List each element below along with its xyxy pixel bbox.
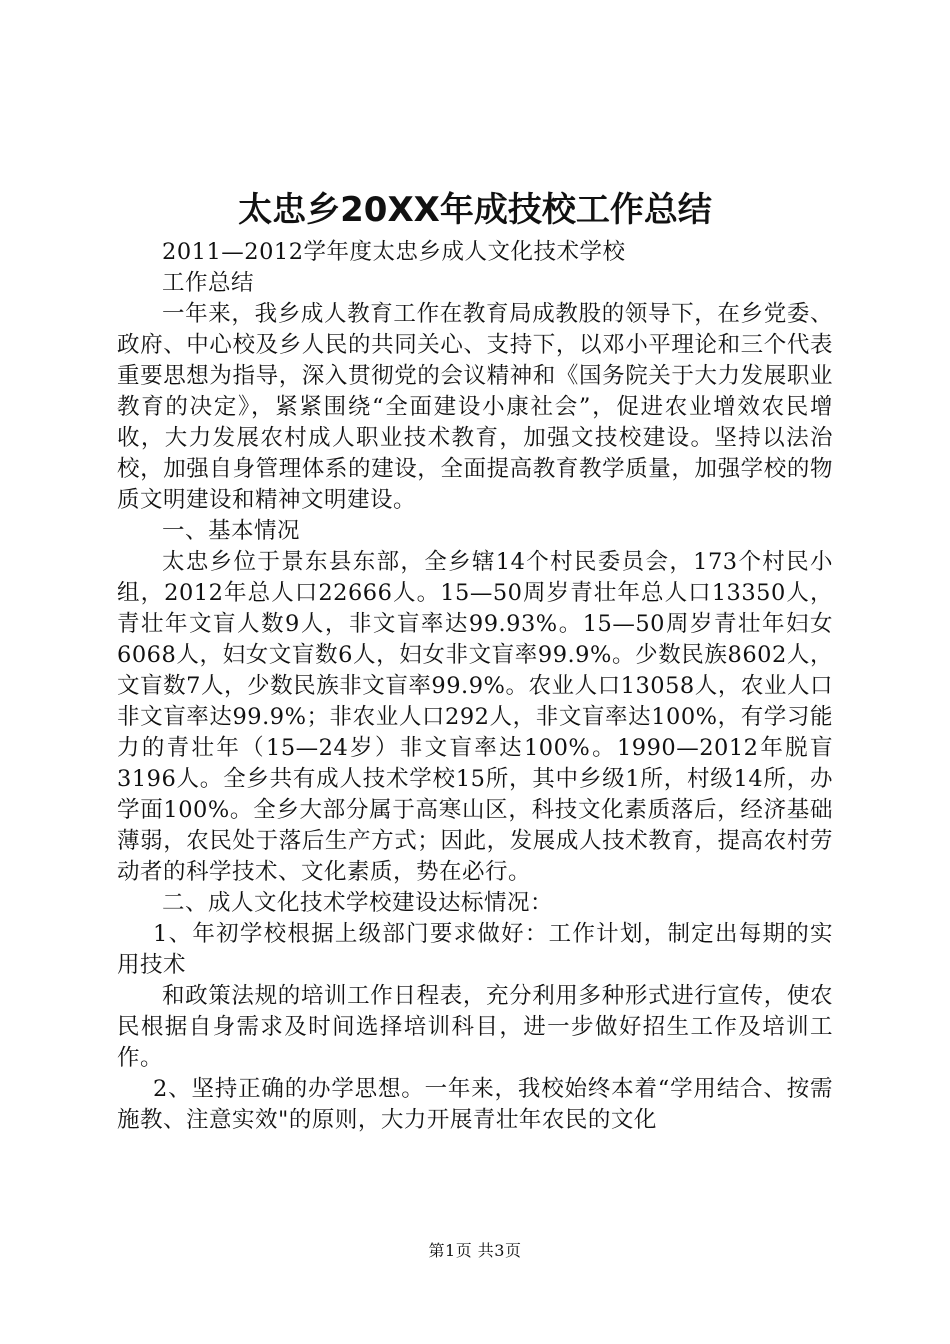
subtitle-line-2: 工作总结: [162, 270, 255, 296]
document-title: 太忠乡20XX年成技校工作总结: [238, 190, 712, 230]
section-heading-basic: 一、基本情况: [162, 518, 301, 544]
document-body: [117, 237, 833, 1136]
paragraph-basic-situation: 太忠乡位于景东县东部，全乡辖14个村民委员会，173个村民小组，2012年总人口22666人。15—50周岁青壮年总人口13350人，青壮年文盲人数9人，非文盲率达99.93%。15—50周岁青壮年妇女6068人，妇女文盲数6人，妇女非文盲率99.9%。少数民族8602人，文盲数7人，少数民族非文盲率99.9%。农业人口13058人，农业人口非文盲率达99.9%；非农业人口292人，非文盲率达100%，有学习能力的青壮年（15—24岁）非文盲率达100%。1990—2012年脱盲3196人。全乡共有成人技术学校15所，其中乡级1所，村级14所，办学面100%。全乡大部分属于高寒山区，科技文化素质落后，经济基础薄弱，农民处于落后生产方式；因此，发展成人技术教育，提高农村劳动者的科学技术、文化素质，势在必行。: [117, 549, 833, 885]
paragraph-item-1: 1、年初学校根据上级部门要求做好：工作计划，制定出每期的实用技术: [117, 921, 833, 978]
paragraph-intro: 一年来，我乡成人教育工作在教育局成教股的领导下，在乡党委、政府、中心校及乡人民的共同关心、支持下，以邓小平理论和三个代表重要思想为指导，深入贯彻党的会议精神和《国务院关于大力发展职业教育的决定》，紧紧围绕“全面建设小康社会”，促进农业增效农民增收，大力发展农村成人职业技术教育，加强文技校建设。坚持以法治校，加强自身管理体系的建设，全面提高教育教学质量，加强学校的物质文明建设和精神文明建设。: [117, 301, 833, 513]
page-footer: 第1页 共3页: [428, 1241, 522, 1260]
paragraph-item-2: 2、坚持正确的办学思想。一年来，我校始终本着“学用结合、按需施教、注意实效"的原则，大力开展青壮年农民的文化: [117, 1076, 833, 1133]
paragraph-item-1-cont: 和政策法规的培训工作日程表，充分利用多种形式进行宣传，使农民根据自身需求及时间选择培训科目，进一步做好招生工作及培训工作。: [117, 983, 833, 1071]
subtitle-line: 2011—2012学年度太忠乡成人文化技术学校: [162, 239, 626, 265]
section-heading-standards: 二、成人文化技术学校建设达标情况：: [162, 890, 554, 916]
